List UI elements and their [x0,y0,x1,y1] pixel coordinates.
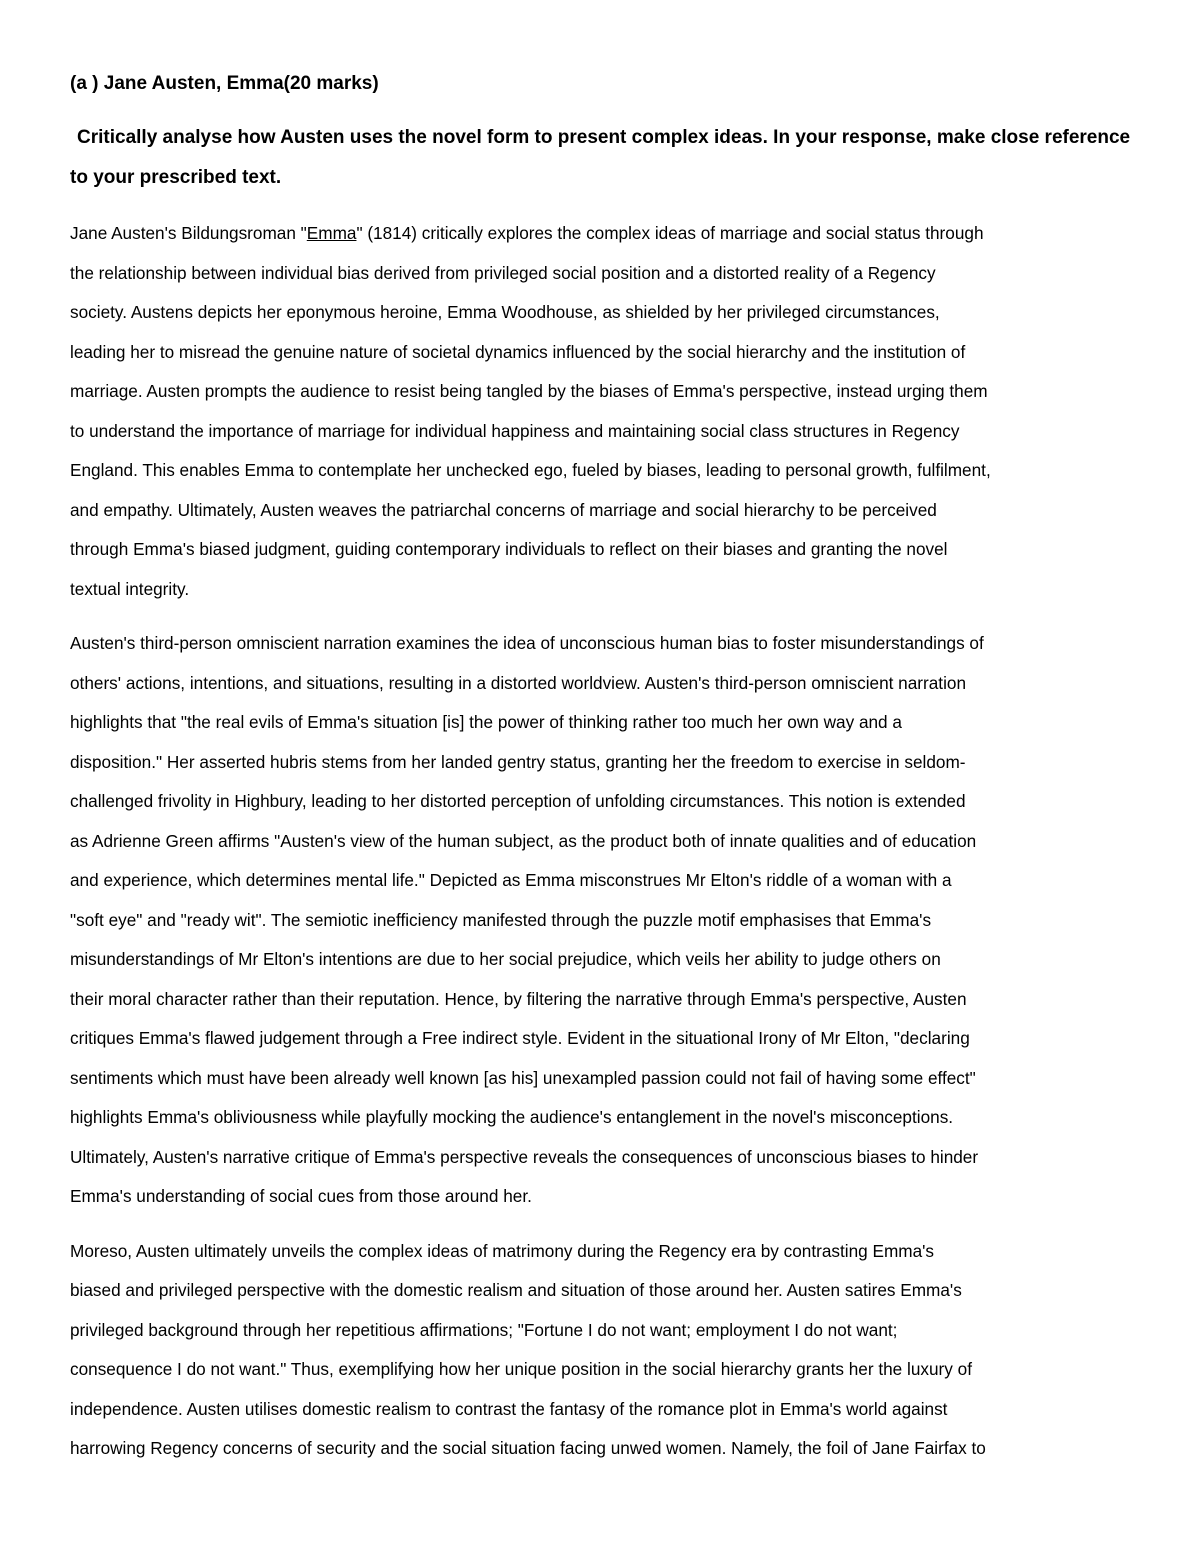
paragraph-line: privileged background through her repetitious affirmations; "Fortune I do not want; employment I do not want; [70,1319,898,1340]
paragraph-line: through Emma's biased judgment, guiding contemporary individuals to reflect on their biases and granting the novel [70,539,948,559]
paragraph-line: consequence I do not want." Thus, exemplifying how her unique position in the social hierarchy grants her the luxury of [70,1359,972,1379]
paragraph-line: Emma's understanding of social cues from those around her. [70,1186,532,1206]
paragraph-line: others' actions, intentions, and situations, resulting in a distorted worldview. Austen's third-person omniscient narration [70,672,967,693]
body-paragraph-2 [70,1232,1135,1469]
paragraph-line: and experience, which determines mental life." Depicted as Emma misconstrues Mr Elton's riddle of a woman with a [70,870,952,890]
intro-text-before-title: Jane Austen's Bildungsroman " [70,223,307,243]
paragraph-line: England. This enables Emma to contemplate her unchecked ego, fueled by biases, leading to personal growth, fulfilment, [70,460,991,480]
intro-text-after-title: " (1814) critically explores the complex ideas of marriage and social status through [356,223,984,243]
paragraph-line: highlights that "the real evils of Emma's situation [is] the power of thinking rather too much her own way and a [70,712,902,732]
paragraph-line: their moral character rather than their reputation. Hence, by filtering the narrative through Emma's perspective, Austen [70,988,967,1009]
paragraph-line: harrowing Regency concerns of security and the social situation facing unwed women. Namely, the foil of Jane Fairfax to [70,1438,986,1458]
document-page [70,70,1135,1484]
paragraph-line: critiques Emma's flawed judgement through a Free indirect style. Evident in the situational Irony of Mr Elton, "declaring [70,1028,970,1048]
paragraph-line: "soft eye" and "ready wit". The semiotic inefficiency manifested through the puzzle motif emphasises that Emma's [70,909,932,930]
paragraph-line: Moreso, Austen ultimately unveils the complex ideas of matrimony during the Regency era by contrasting Emma's [70,1240,935,1261]
paragraph-line [70,214,1135,254]
paragraph-line: independence. Austen utilises domestic realism to contrast the fantasy of the romance plot in Emma's world against [70,1398,948,1419]
novel-title: Emma [306,223,357,243]
paragraph-line: misunderstandings of Mr Elton's intentions are due to her social prejudice, which veils her ability to judge others on [70,949,941,969]
paragraph-line: disposition." Her asserted hubris stems from her landed gentry status, granting her the freedom to exercise in seldom- [70,751,966,772]
paragraph-line: Ultimately, Austen's narrative critique of Emma's perspective reveals the consequences of unconscious biases to hinder [70,1146,979,1167]
paragraph-line: sentiments which must have been already well known [as his] unexampled passion could not fail of having some effect" [70,1067,976,1088]
paragraph-line: Austen's third-person omniscient narration examines the idea of unconscious human bias to foster misunderstandings of [70,633,984,653]
paragraph-line: challenged frivolity in Highbury, leading to her distorted perception of unfolding circumstances. This notion is extended [70,791,966,811]
body-paragraph-1 [70,624,1135,1217]
paragraph-line: leading her to misread the genuine nature of societal dynamics influenced by the social hierarchy and the institution of [70,341,966,362]
paragraph-line: biased and privileged perspective with the domestic realism and situation of those around her. Austen satires Emma's [70,1280,962,1300]
paragraph-line: the relationship between individual bias derived from privileged social position and a distorted reality of a Regency [70,262,936,283]
paragraph-line: highlights Emma's obliviousness while playfully mocking the audience's entanglement in the novel's misconceptions. [70,1107,954,1127]
paragraph-line: marriage. Austen prompts the audience to resist being tangled by the biases of Emma's perspective, instead urging them [70,381,988,401]
essay-question: Critically analyse how Austen uses the novel form to present complex ideas. In your response, make close reference to your prescribed text. [70,127,1131,188]
document-heading: (a ) Jane Austen, Emma(20 marks) [70,73,379,94]
paragraph-line: as Adrienne Green affirms "Austen's view of the human subject, as the product both of innate qualities and of education [70,830,977,851]
intro-paragraph [70,214,1135,609]
paragraph-line: to understand the importance of marriage for individual happiness and maintaining social class structures in Regency [70,420,960,441]
paragraph-line: and empathy. Ultimately, Austen weaves the patriarchal concerns of marriage and social hierarchy to be perceived [70,499,937,520]
paragraph-line: society. Austens depicts her eponymous heroine, Emma Woodhouse, as shielded by her privileged circumstances, [70,302,940,322]
paragraph-line: textual integrity. [70,578,190,599]
